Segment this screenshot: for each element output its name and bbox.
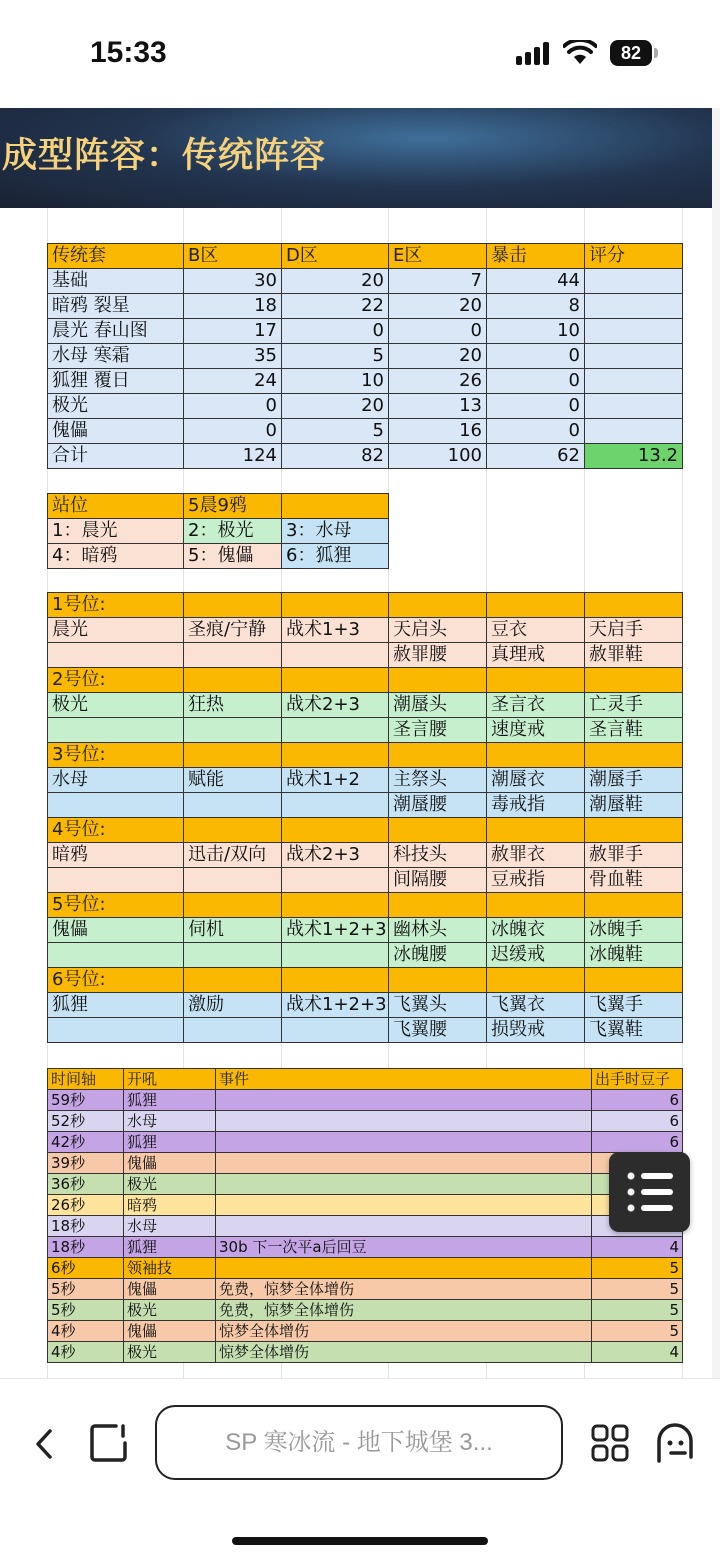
gear-item: 潮蜃鞋 [585, 793, 683, 818]
d-value: 10 [282, 369, 389, 394]
event-cell [216, 1090, 592, 1111]
hero-cell: 傀儡 [124, 1153, 216, 1174]
empty-cell [48, 643, 184, 668]
gear-item: 飞翼头 [389, 993, 487, 1018]
gear-table [47, 592, 683, 1043]
hero-cell: 水母 [124, 1216, 216, 1237]
hero-name: 暗鸦 [48, 843, 184, 868]
header-cell: 开吼 [124, 1069, 216, 1090]
empty-cell [282, 668, 389, 693]
gear-item: 潮蜃手 [585, 768, 683, 793]
gear-item: 赦罪衣 [487, 843, 585, 868]
b-value: 24 [184, 369, 282, 394]
event-cell [216, 1216, 592, 1237]
gear-item: 潮蜃衣 [487, 768, 585, 793]
event-cell: 30b 下一次平a后回豆 [216, 1237, 592, 1258]
b-value: 18 [184, 294, 282, 319]
header-cell: 暴击 [487, 244, 585, 269]
beans-cell: 5 [592, 1300, 683, 1321]
hero-cell: 傀儡 [124, 1321, 216, 1342]
event-cell [216, 1153, 592, 1174]
header-cell [282, 494, 389, 519]
time-cell: 5秒 [48, 1300, 124, 1321]
header-cell: 5晨9鸦 [184, 494, 282, 519]
table-row [48, 993, 683, 1018]
gear-item: 真理戒 [487, 643, 585, 668]
header-cell: 事件 [216, 1069, 592, 1090]
spreadsheet-image [0, 208, 712, 1378]
empty-cell [184, 718, 282, 743]
table-row [48, 319, 683, 344]
timeline-row [48, 1216, 683, 1237]
hero-cell: 狐狸 [124, 1132, 216, 1153]
empty-cell [184, 793, 282, 818]
empty-cell [184, 868, 282, 893]
empty-cell [184, 593, 282, 618]
slot-label: 5号位: [48, 893, 184, 918]
gear-item: 赦罪手 [585, 843, 683, 868]
table-row [48, 943, 683, 968]
empty-cell [48, 1018, 184, 1043]
event-cell: 惊梦全体增伤 [216, 1342, 592, 1363]
beans-cell: 5 [592, 1321, 683, 1342]
time-cell: 6秒 [48, 1258, 124, 1279]
time-cell: 36秒 [48, 1174, 124, 1195]
e-value: 16 [389, 419, 487, 444]
event-cell: 惊梦全体增伤 [216, 1321, 592, 1342]
empty-cell [585, 593, 683, 618]
battery-icon: 82 [610, 40, 652, 66]
empty-cell [389, 668, 487, 693]
hero-cell: 傀儡 [124, 1279, 216, 1300]
hero-name: 晨光 [48, 618, 184, 643]
gear-item: 飞翼鞋 [585, 1018, 683, 1043]
table-row [48, 793, 683, 818]
b-value: 35 [184, 344, 282, 369]
table-row [48, 544, 389, 569]
event-cell [216, 1174, 592, 1195]
e-value: 13 [389, 394, 487, 419]
slot-label: 2号位: [48, 668, 184, 693]
empty-cell [282, 1018, 389, 1043]
slot-label: 4号位: [48, 818, 184, 843]
row-label: 傀儡 [48, 419, 184, 444]
beans-cell: 6 [592, 1132, 683, 1153]
empty-cell [184, 968, 282, 993]
empty-cell [487, 968, 585, 993]
beans-cell: 4 [592, 1342, 683, 1363]
empty-cell [585, 743, 683, 768]
slot-header-row [48, 818, 683, 843]
gear-item: 豆戒指 [487, 868, 585, 893]
empty-cell [389, 968, 487, 993]
battery-tip [654, 48, 658, 58]
home-indicator[interactable] [232, 1537, 488, 1545]
header-cell: E区 [389, 244, 487, 269]
d-value: 82 [282, 444, 389, 469]
timeline-table [47, 1068, 683, 1363]
empty-cell [389, 818, 487, 843]
header-cell: 评分 [585, 244, 683, 269]
score-table [47, 243, 683, 469]
d-value: 20 [282, 269, 389, 294]
hero-cell: 狐狸 [124, 1090, 216, 1111]
empty-cell [184, 818, 282, 843]
skill-name: 迅击/双向 [184, 843, 282, 868]
row-label: 暗鸦 裂星 [48, 294, 184, 319]
empty-cell [282, 643, 389, 668]
position-cell: 2：极光 [184, 519, 282, 544]
e-value: 26 [389, 369, 487, 394]
empty-cell [282, 943, 389, 968]
time-cell: 18秒 [48, 1237, 124, 1258]
score-value [585, 344, 683, 369]
time-cell: 26秒 [48, 1195, 124, 1216]
list-menu-button[interactable] [609, 1152, 690, 1232]
event-cell [216, 1258, 592, 1279]
empty-cell [48, 718, 184, 743]
slot-header-row [48, 968, 683, 993]
crit-value: 10 [487, 319, 585, 344]
header-cell: D区 [282, 244, 389, 269]
hero-cell: 极光 [124, 1342, 216, 1363]
table-row [48, 618, 683, 643]
gear-item: 飞翼手 [585, 993, 683, 1018]
crit-value: 0 [487, 419, 585, 444]
empty-cell [282, 893, 389, 918]
gear-item: 冰魄手 [585, 918, 683, 943]
gear-item: 天启手 [585, 618, 683, 643]
crit-value: 0 [487, 394, 585, 419]
table-row [48, 718, 683, 743]
b-value: 30 [184, 269, 282, 294]
hero-cell: 暗鸦 [124, 1195, 216, 1216]
gear-item: 潮蜃腰 [389, 793, 487, 818]
score-value [585, 369, 683, 394]
empty-cell [487, 668, 585, 693]
table-row [48, 843, 683, 868]
d-value: 5 [282, 419, 389, 444]
gear-item: 飞翼腰 [389, 1018, 487, 1043]
time-cell: 5秒 [48, 1279, 124, 1300]
empty-cell [389, 743, 487, 768]
slot-header-row [48, 743, 683, 768]
gear-item: 迟缓戒 [487, 943, 585, 968]
e-value: 20 [389, 344, 487, 369]
table-row [48, 768, 683, 793]
timeline-row [48, 1258, 683, 1279]
cellular-signal-icon [516, 42, 554, 66]
position-cell: 6：狐狸 [282, 544, 389, 569]
event-cell [216, 1195, 592, 1216]
time-cell: 42秒 [48, 1132, 124, 1153]
header-cell: 出手时豆子 [592, 1069, 683, 1090]
time-cell: 4秒 [48, 1342, 124, 1363]
empty-cell [389, 593, 487, 618]
empty-cell [282, 793, 389, 818]
gear-item: 亡灵手 [585, 693, 683, 718]
gear-item: 主祭头 [389, 768, 487, 793]
empty-cell [184, 643, 282, 668]
time-cell: 18秒 [48, 1216, 124, 1237]
timeline-row [48, 1111, 683, 1132]
event-cell: 免费，惊梦全体增伤 [216, 1279, 592, 1300]
status-bar [0, 0, 720, 108]
empty-cell [184, 893, 282, 918]
beans-cell: 4 [592, 1237, 683, 1258]
gear-item: 赦罪腰 [389, 643, 487, 668]
empty-cell [585, 968, 683, 993]
time-cell: 4秒 [48, 1321, 124, 1342]
empty-cell [282, 593, 389, 618]
score-value [585, 319, 683, 344]
header-cell: 站位 [48, 494, 184, 519]
timeline-row [48, 1300, 683, 1321]
skill-name: 圣痕/宁静 [184, 618, 282, 643]
gear-item: 速度戒 [487, 718, 585, 743]
score-value [585, 394, 683, 419]
table-row [48, 1018, 683, 1043]
skill-name: 赋能 [184, 768, 282, 793]
position-cell: 5：傀儡 [184, 544, 282, 569]
b-value: 17 [184, 319, 282, 344]
gear-item: 圣言鞋 [585, 718, 683, 743]
hero-cell: 狐狸 [124, 1237, 216, 1258]
tactic-name: 战术1+2 [282, 768, 389, 793]
timeline-row [48, 1279, 683, 1300]
address-bar[interactable]: SP 寒冰流 - 地下城堡 3... [155, 1405, 563, 1480]
b-value: 124 [184, 444, 282, 469]
table-row [48, 344, 683, 369]
skill-name: 狂热 [184, 693, 282, 718]
status-time: 15:33 [90, 36, 167, 69]
crit-value: 8 [487, 294, 585, 319]
empty-cell [184, 1018, 282, 1043]
title-banner [0, 108, 712, 208]
empty-cell [389, 893, 487, 918]
time-cell: 52秒 [48, 1111, 124, 1132]
score-value [585, 294, 683, 319]
apps-grid-icon[interactable] [590, 1423, 630, 1463]
list-icon [609, 1152, 690, 1232]
gear-item: 天启头 [389, 618, 487, 643]
empty-cell [487, 593, 585, 618]
timeline-row [48, 1132, 683, 1153]
d-value: 0 [282, 319, 389, 344]
empty-cell [184, 943, 282, 968]
gear-item: 间隔腰 [389, 868, 487, 893]
empty-cell [48, 868, 184, 893]
row-label: 晨光 春山图 [48, 319, 184, 344]
score-value [585, 419, 683, 444]
empty-cell [282, 868, 389, 893]
score-table-header [48, 244, 683, 269]
crit-value: 0 [487, 344, 585, 369]
table-row [48, 918, 683, 943]
position-table-header [48, 494, 389, 519]
slot-header-row [48, 893, 683, 918]
slot-label: 6号位: [48, 968, 184, 993]
row-label: 合计 [48, 444, 184, 469]
slot-header-row [48, 593, 683, 618]
event-cell [216, 1132, 592, 1153]
table-row [48, 294, 683, 319]
crit-value: 0 [487, 369, 585, 394]
gear-item: 豆衣 [487, 618, 585, 643]
table-row [48, 868, 683, 893]
hero-name: 狐狸 [48, 993, 184, 1018]
slot-label: 1号位: [48, 593, 184, 618]
gear-item: 飞翼衣 [487, 993, 585, 1018]
hero-cell: 极光 [124, 1174, 216, 1195]
skill-name: 激励 [184, 993, 282, 1018]
total-row [48, 444, 683, 469]
gear-item: 损毁戒 [487, 1018, 585, 1043]
table-row [48, 269, 683, 294]
table-row [48, 693, 683, 718]
empty-cell [282, 968, 389, 993]
wifi-icon [563, 40, 597, 66]
header-cell: 传统套 [48, 244, 184, 269]
table-row [48, 369, 683, 394]
tactic-name: 战术1+3 [282, 618, 389, 643]
tactic-name: 战术2+3 [282, 843, 389, 868]
gear-item: 骨血鞋 [585, 868, 683, 893]
gear-item: 冰魄鞋 [585, 943, 683, 968]
empty-cell [585, 893, 683, 918]
d-value: 5 [282, 344, 389, 369]
gear-item: 赦罪鞋 [585, 643, 683, 668]
header-cell: B区 [184, 244, 282, 269]
slot-label: 3号位: [48, 743, 184, 768]
position-cell: 1：晨光 [48, 519, 184, 544]
b-value: 0 [184, 419, 282, 444]
empty-cell [585, 818, 683, 843]
gear-item: 冰魄衣 [487, 918, 585, 943]
beans-cell: 5 [592, 1279, 683, 1300]
row-label: 水母 寒霜 [48, 344, 184, 369]
timeline-row [48, 1090, 683, 1111]
row-label: 基础 [48, 269, 184, 294]
gear-item: 幽林头 [389, 918, 487, 943]
gear-item: 潮蜃头 [389, 693, 487, 718]
hero-name: 水母 [48, 768, 184, 793]
beans-cell: 6 [592, 1090, 683, 1111]
row-label: 狐狸 覆日 [48, 369, 184, 394]
score-value: 13.2 [585, 444, 683, 469]
event-cell [216, 1111, 592, 1132]
d-value: 22 [282, 294, 389, 319]
crit-value: 62 [487, 444, 585, 469]
beans-cell: 5 [592, 1258, 683, 1279]
timeline-row [48, 1153, 683, 1174]
score-value [585, 269, 683, 294]
empty-cell [282, 818, 389, 843]
table-row [48, 419, 683, 444]
crit-value: 44 [487, 269, 585, 294]
e-value: 20 [389, 294, 487, 319]
e-value: 0 [389, 319, 487, 344]
tactic-name: 战术1+2+3 [282, 918, 389, 943]
hero-cell: 极光 [124, 1300, 216, 1321]
empty-cell [487, 818, 585, 843]
beans-cell: 6 [592, 1111, 683, 1132]
position-cell: 4：暗鸦 [48, 544, 184, 569]
position-cell: 3：水母 [282, 519, 389, 544]
e-value: 7 [389, 269, 487, 294]
slot-header-row [48, 668, 683, 693]
gear-item: 圣言腰 [389, 718, 487, 743]
gear-item: 科技头 [389, 843, 487, 868]
hero-name: 极光 [48, 693, 184, 718]
timeline-row [48, 1195, 683, 1216]
d-value: 20 [282, 394, 389, 419]
empty-cell [585, 668, 683, 693]
empty-cell [48, 793, 184, 818]
empty-cell [282, 743, 389, 768]
b-value: 0 [184, 394, 282, 419]
scrollbar[interactable] [712, 108, 720, 1378]
timeline-header [48, 1069, 683, 1090]
tabs-icon[interactable] [90, 1423, 132, 1463]
event-cell: 免费，惊梦全体增伤 [216, 1300, 592, 1321]
table-row [48, 394, 683, 419]
time-cell: 39秒 [48, 1153, 124, 1174]
empty-cell [487, 893, 585, 918]
gear-item: 冰魄腰 [389, 943, 487, 968]
header-cell: 时间轴 [48, 1069, 124, 1090]
gear-item: 圣言衣 [487, 693, 585, 718]
hero-name: 傀儡 [48, 918, 184, 943]
tactic-name: 战术2+3 [282, 693, 389, 718]
back-icon[interactable] [30, 1427, 58, 1461]
row-label: 极光 [48, 394, 184, 419]
timeline-row [48, 1342, 683, 1363]
empty-cell [487, 743, 585, 768]
tactic-name: 战术1+2+3 [282, 993, 389, 1018]
position-table [47, 493, 389, 569]
timeline-row [48, 1237, 683, 1258]
gear-item: 毒戒指 [487, 793, 585, 818]
page-title: 成型阵容：传统阵容 [2, 136, 327, 176]
hero-cell: 领袖技 [124, 1258, 216, 1279]
table-row [48, 643, 683, 668]
skill-name: 伺机 [184, 918, 282, 943]
timeline-row [48, 1174, 683, 1195]
time-cell: 59秒 [48, 1090, 124, 1111]
timeline-row [48, 1321, 683, 1342]
empty-cell [184, 743, 282, 768]
empty-cell [184, 668, 282, 693]
e-value: 100 [389, 444, 487, 469]
ghost-icon[interactable] [655, 1423, 695, 1465]
empty-cell [282, 718, 389, 743]
empty-cell [48, 943, 184, 968]
hero-cell: 水母 [124, 1111, 216, 1132]
table-row [48, 519, 389, 544]
